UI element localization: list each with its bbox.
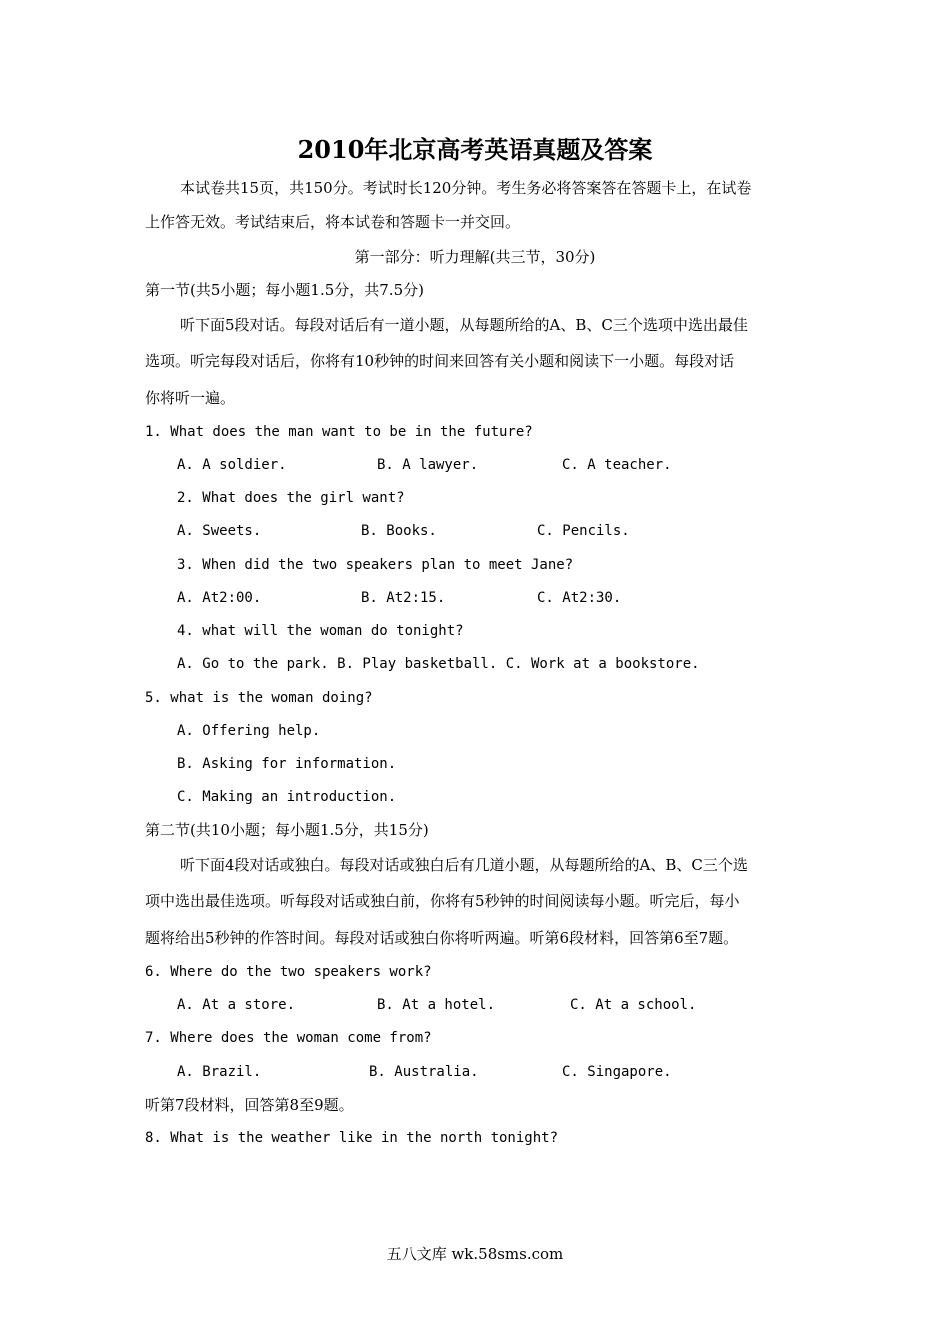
section-one-instruction-3: 你将听一遍。	[145, 389, 236, 407]
question-5-option-c: C. Making an introduction.	[177, 789, 397, 805]
question-2-option-c: C. Pencils.	[537, 523, 630, 539]
section-one-instruction-2: 选项。听完每段对话后，你将有10秒钟的时间来回答有关小题和阅读下一小题。每段对话	[145, 352, 735, 370]
section-two-instruction-3: 题将给出5秒钟的作答时间。每段对话或独白你将听两遍。听第6段材料，回答第6至7题。	[145, 929, 739, 947]
question-1-option-c: C. A teacher.	[562, 457, 672, 473]
question-5-option-b: B. Asking for information.	[177, 756, 397, 772]
section-two-instruction-2: 项中选出最佳选项。听每段对话或独白前，你将有5秒钟的时间阅读每小题。听完后，每小	[145, 892, 740, 910]
question-7-option-c: C. Singapore.	[562, 1064, 672, 1080]
page-footer: 五八文库 wk.58sms.com	[386, 1245, 564, 1263]
question-6-option-a: A. At a store.	[177, 997, 296, 1013]
question-3-option-a: A. At2:00.	[177, 590, 262, 606]
question-7-option-b: B. Australia.	[369, 1064, 479, 1080]
section-one-instruction-1: 听下面5段对话。每段对话后有一道小题，从每题所给的A、B、C三个选项中选出最佳	[180, 316, 748, 334]
passage-7-note: 听第7段材料，回答第8至9题。	[145, 1096, 354, 1114]
question-3: 3. When did the two speakers plan to meet Jane?	[177, 557, 574, 573]
question-1-option-a: A. A soldier.	[177, 457, 287, 473]
question-2-option-a: A. Sweets.	[177, 523, 262, 539]
section-two-instruction-1: 听下面4段对话或独白。每段对话或独白后有几道小题，从每题所给的A、B、C三个选	[180, 856, 748, 874]
question-3-option-b: B. At2:15.	[361, 590, 446, 606]
question-6: 6. Where do the two speakers work?	[145, 964, 432, 980]
question-5-option-a: A. Offering help.	[177, 723, 321, 739]
question-2: 2. What does the girl want?	[177, 490, 405, 506]
part-one-heading: 第一部分：听力理解(共三节，30分)	[354, 248, 596, 266]
question-1: 1. What does the man want to be in the future?	[145, 424, 533, 440]
page-title: 2010年北京高考英语真题及答案	[297, 135, 653, 164]
question-7: 7. Where does the woman come from?	[145, 1030, 432, 1046]
section-two-heading: 第二节(共10小题；每小题1.5分，共15分)	[145, 821, 429, 839]
question-8: 8. What is the weather like in the north tonight?	[145, 1130, 559, 1146]
question-4: 4. what will the woman do tonight?	[177, 623, 464, 639]
intro-line-2: 上作答无效。考试结束后，将本试卷和答题卡一并交回。	[145, 213, 521, 231]
question-1-option-b: B. A lawyer.	[377, 457, 479, 473]
question-6-option-c: C. At a school.	[570, 997, 697, 1013]
question-5: 5. what is the woman doing?	[145, 690, 373, 706]
question-3-option-c: C. At2:30.	[537, 590, 622, 606]
question-7-option-a: A. Brazil.	[177, 1064, 262, 1080]
section-one-heading: 第一节(共5小题；每小题1.5分，共7.5分)	[145, 281, 424, 299]
question-2-option-b: B. Books.	[361, 523, 437, 539]
question-6-option-b: B. At a hotel.	[377, 997, 496, 1013]
intro-line-1: 本试卷共15页，共150分。考试时长120分钟。考生务必将答案答在答题卡上，在试卷	[180, 179, 752, 197]
question-4-options: A. Go to the park. B. Play basketball. C. Work at a bookstore.	[177, 656, 700, 672]
